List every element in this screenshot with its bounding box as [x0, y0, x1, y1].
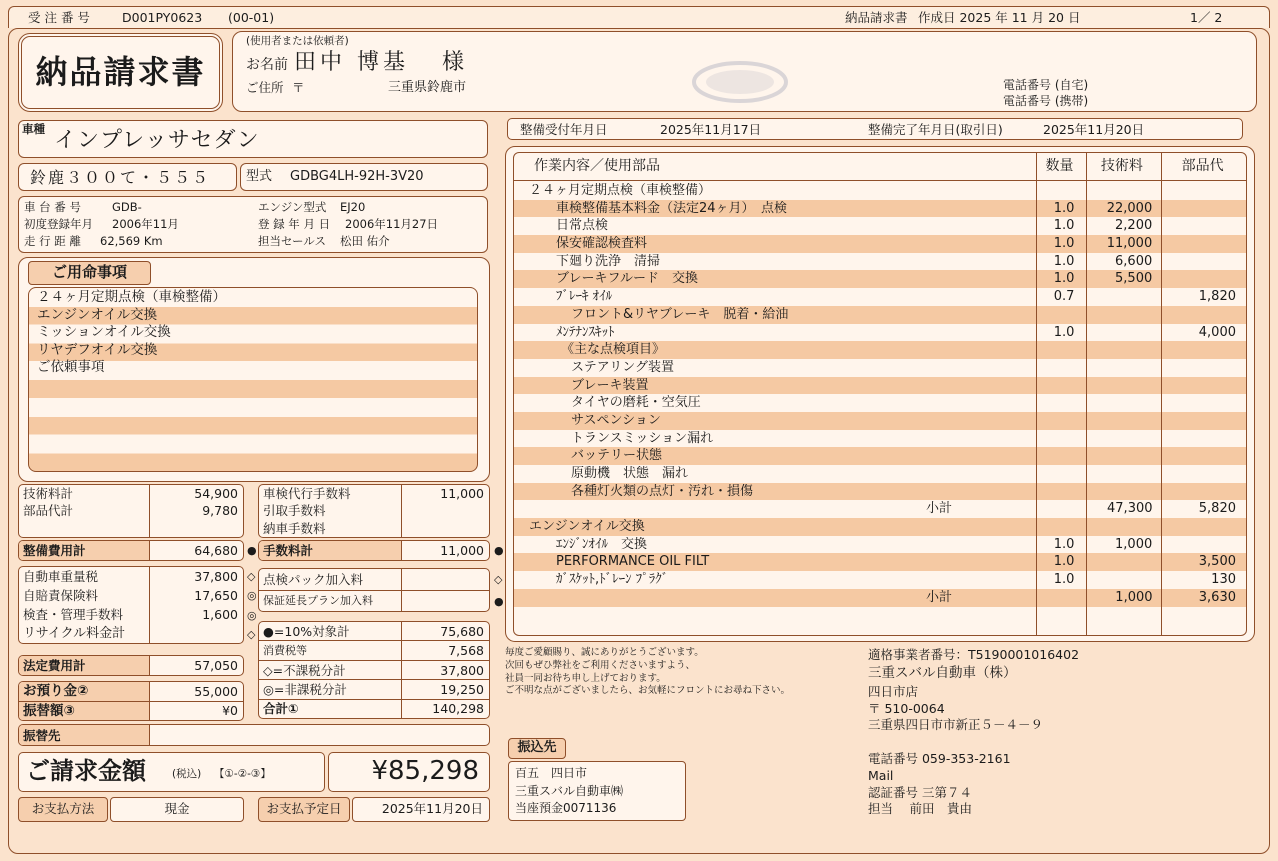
work-desc-cell: 《主な点検項目》 [561, 342, 666, 358]
parts-total-value: 9,780 [149, 502, 243, 519]
work-parts-cell: 4,000 [1198, 324, 1236, 340]
recycle-mark: ◇ [247, 628, 256, 641]
work-desc-cell: 車検整備基本料金（法定24ヶ月） 点検 [556, 200, 788, 216]
work-row [514, 465, 1246, 483]
received-date-label: 整備受付年月日 [520, 122, 608, 137]
tax-value: 7,568 [401, 641, 489, 659]
work-table [513, 152, 1247, 636]
work-qty-cell: 1.0 [1053, 572, 1075, 588]
work-qty-cell: 1.0 [1053, 218, 1075, 234]
chassis-label: 車 台 番 号 [24, 200, 81, 214]
strip-doc-title: 納品請求書 [845, 10, 908, 25]
work-tech-cell: 2,200 [1115, 218, 1153, 234]
empty-value [149, 520, 243, 537]
weight-tax-value: 37,800 [149, 567, 243, 586]
watermark-logo [690, 60, 790, 104]
completed-date: 2025年11月20日 [1043, 122, 1145, 137]
company-name: 三重スバル自動車（株） [868, 665, 1017, 681]
bank-title: 振込先 [508, 738, 566, 759]
tax-label: 消費税等 [263, 644, 307, 658]
legal-total-value: 57,050 [149, 656, 243, 675]
taxable-value: 75,680 [401, 622, 489, 640]
work-desc-cell: ステアリング装置 [571, 359, 674, 375]
exempt-value: 19,250 [401, 680, 489, 698]
non-taxable-label: ◇=不課税分計 [263, 662, 346, 678]
work-qty-cell: 1.0 [1053, 324, 1075, 340]
work-qty-cell: 1.0 [1053, 236, 1075, 252]
bank-box [508, 761, 686, 821]
company-staff: 担当 前田 貴由 [868, 801, 972, 816]
work-parts-cell: 130 [1211, 572, 1236, 588]
delivery-fee-value [401, 520, 489, 537]
header-qty: 数量 [1045, 158, 1074, 175]
header-desc: 作業内容／使用部品 [534, 158, 660, 175]
billing-tax-note: (税込) [172, 768, 202, 780]
mileage: 62,569 Km [100, 234, 163, 248]
work-row [514, 359, 1246, 377]
maintenance-total-group [18, 540, 244, 561]
work-desc-cell: サスペンション [571, 412, 661, 428]
plan-fees-group [258, 568, 490, 612]
engine-label: エンジン型式 [258, 200, 327, 214]
invoice-registration: 適格事業者番号：T5190001016402 [868, 647, 1080, 662]
work-desc-cell: 原動機 状態 漏れ [571, 466, 689, 482]
work-tech-cell: 5,500 [1115, 271, 1153, 287]
vehicle-model-label: 車種 [22, 122, 45, 136]
customer-name: 田中 博基 [294, 50, 409, 75]
fees-group [258, 484, 490, 538]
company-phone: 電話番号 059-353-2161 [868, 751, 1011, 766]
work-desc-cell: 保安確認検査料 [556, 236, 648, 252]
agency-fee-label: 車検代行手数料 [263, 486, 351, 502]
company-postal: 〒 510-0064 [868, 701, 945, 716]
grand-total-value: 140,298 [401, 700, 489, 718]
vehicle-model: インプレッサセダン [54, 128, 260, 153]
work-desc-cell: ﾒﾝﾃﾅﾝｽｷｯﾄ [556, 324, 615, 340]
delivery-fee-label: 納車手数料 [263, 520, 326, 536]
first-reg-label: 初度登録年月 [24, 217, 93, 231]
plate-number: 鈴鹿３００て・５５５ [30, 168, 211, 187]
work-tech-cell: 1,000 [1115, 589, 1153, 605]
tech-parts-group [18, 484, 244, 538]
work-desc-cell: ｶﾞｽｹｯﾄ,ﾄﾞﾚｰﾝ ﾌﾟﾗｸﾞ [556, 572, 669, 588]
requests-title: ご用命事項 [28, 261, 151, 285]
work-desc-cell: バッテリー状態 [571, 448, 663, 464]
fee-total-mark: ● [494, 544, 504, 557]
work-row [514, 253, 1246, 271]
type-value: GDBG4LH-92H-3V20 [290, 169, 424, 184]
work-desc-cell: ２４ヶ月定期点検（車検整備） [529, 183, 712, 199]
transfer-to-value [149, 725, 489, 745]
legal-fees-group [18, 566, 244, 644]
insurance-label: 自賠責保険料 [23, 588, 99, 603]
work-parts-cell: 1,820 [1198, 289, 1236, 305]
work-row [514, 217, 1246, 235]
insurance-mark: ◎ [247, 589, 257, 602]
exempt-label: ◎=非課税分計 [263, 681, 347, 697]
insurance-value: 17,650 [149, 586, 243, 605]
work-desc-cell: トランスミッション漏れ [571, 430, 714, 446]
document-title: 納品請求書 [18, 33, 223, 112]
request-line: エンジンオイル交換 [37, 306, 158, 323]
agency-fee-value: 11,000 [401, 485, 489, 502]
work-desc-cell: ブレーキ装置 [571, 377, 649, 393]
work-tech-cell: 22,000 [1106, 200, 1153, 216]
request-line: ミッションオイル交換 [37, 324, 171, 341]
pay-date: 2025年11月20日 [352, 797, 490, 822]
tax-summary-group [258, 621, 490, 719]
work-qty-cell: 1.0 [1053, 536, 1075, 552]
order-sub-number: (00-01) [228, 10, 275, 25]
company-mail: Mail [868, 768, 894, 783]
inspection-fee-label: 検査・管理手数料 [23, 607, 124, 622]
pay-method: 現金 [110, 797, 244, 822]
work-tech-cell: 6,600 [1115, 253, 1153, 269]
work-qty-cell: 1.0 [1053, 200, 1075, 216]
work-row [514, 571, 1246, 589]
pickup-fee-label: 引取手数料 [263, 503, 326, 519]
work-desc-cell: エンジンオイル交換 [529, 519, 645, 535]
deposit-value: 55,000 [149, 682, 243, 701]
work-parts-cell: 5,820 [1198, 501, 1236, 517]
column-divider [1161, 153, 1162, 635]
deposit-label: お預り金② [19, 682, 149, 701]
column-divider [1086, 153, 1087, 635]
weight-tax-mark: ◇ [247, 570, 256, 583]
type-label: 型式 [246, 169, 273, 184]
billing-formula: 【①-②-③】 [214, 768, 271, 780]
requests-list [28, 287, 478, 472]
pay-date-label: お支払予定日 [258, 797, 350, 822]
inspection-fee-mark: ◎ [247, 609, 257, 622]
billing-label: ご請求金額 [26, 757, 146, 785]
work-row [514, 394, 1246, 412]
work-row [514, 182, 1246, 200]
warranty-fee-value [401, 591, 489, 612]
warranty-fee-label: 保証延長プラン加入料 [263, 594, 373, 608]
work-tech-cell: 11,000 [1106, 236, 1153, 252]
company-address: 三重県四日市市新正５－４－９ [868, 717, 1044, 732]
header-tech: 技術料 [1100, 158, 1143, 175]
received-date: 2025年11月17日 [660, 122, 762, 137]
thanks-message [505, 647, 790, 698]
tech-total-value: 54,900 [149, 485, 243, 502]
work-desc-cell: 下廻り洗浄 清掃 [556, 253, 661, 269]
work-qty-cell: 1.0 [1053, 253, 1075, 269]
work-qty-cell: 1.0 [1053, 554, 1075, 570]
recycle-value [149, 624, 243, 643]
work-desc-cell: 小計 [926, 501, 953, 517]
parts-total-label: 部品代計 [23, 503, 74, 519]
first-reg-date: 2006年11月 [112, 217, 179, 231]
fee-total-group [258, 540, 490, 561]
taxable-label: ●=10%対象計 [263, 623, 350, 639]
work-row [514, 341, 1246, 359]
work-desc-cell: ブレーキフルード 交換 [556, 271, 698, 287]
work-tech-cell: 47,300 [1107, 501, 1153, 517]
work-row [514, 288, 1246, 306]
work-desc-cell: 小計 [926, 589, 953, 605]
request-line: リヤデフオイル交換 [37, 341, 158, 358]
message-line: 毎度ご愛顧賜り、誠にありがとうございます。 [505, 647, 704, 658]
recycle-label: リサイクル料金計 [23, 625, 126, 641]
company-branch: 四日市店 [868, 684, 919, 699]
customer-name-label: お名前 [246, 57, 288, 73]
pack-fee-label: 点検パック加入料 [263, 571, 364, 587]
bank-line: 三重スバル自動車㈱ [515, 783, 624, 798]
fee-total-label: 手数料計 [259, 541, 401, 560]
deposit-group [18, 681, 244, 721]
completed-date-label: 整備完了年月日(取引日) [868, 122, 1003, 137]
header-parts: 部品代 [1181, 158, 1224, 175]
request-line: ２４ヶ月定期点検（車検整備） [37, 289, 226, 305]
work-desc-cell: 日常点検 [556, 218, 609, 234]
transfer-to-group [18, 724, 490, 746]
work-desc-cell: ﾌﾞﾚｰｷ ｵｲﾙ [556, 289, 613, 305]
weight-tax-label: 自動車重量税 [23, 569, 99, 584]
work-rows [514, 182, 1246, 607]
sales-person: 松田 佑介 [340, 234, 390, 248]
work-row [514, 306, 1246, 324]
work-parts-cell: 3,500 [1198, 554, 1236, 570]
work-row [514, 483, 1246, 501]
work-row [514, 235, 1246, 253]
postal-mark: 〒 [292, 80, 305, 95]
column-divider [1036, 153, 1037, 635]
reg-date: 2006年11月27日 [345, 217, 439, 231]
page-number: 1／ 2 [1190, 10, 1223, 25]
order-number: D001PY0623 [122, 10, 203, 25]
empty-label [19, 520, 149, 537]
work-table-header [514, 153, 1246, 181]
grand-total-label: 合計① [263, 701, 299, 717]
customer-address: 三重県鈴鹿市 [388, 80, 467, 95]
reg-date-label: 登 録 年 月 日 [258, 217, 331, 231]
bank-line: 当座預金0071136 [515, 801, 617, 815]
work-row [514, 430, 1246, 448]
work-row [514, 536, 1246, 554]
legal-total-group [18, 655, 244, 676]
engine-type: EJ20 [340, 200, 366, 214]
transfer-label: 振替額③ [19, 702, 149, 721]
maintenance-total-mark: ● [247, 544, 257, 557]
billing-amount: ¥85,298 [328, 752, 490, 792]
phone-mobile-label: 電話番号 (携帯) [1003, 94, 1089, 108]
work-qty-cell: 0.7 [1053, 289, 1075, 305]
work-row [514, 553, 1246, 571]
maintenance-total-label: 整備費用計 [19, 541, 149, 560]
subtotal-row [514, 589, 1246, 607]
work-row [514, 412, 1246, 430]
non-taxable-value: 37,800 [401, 661, 489, 679]
phone-home-label: 電話番号 (自宅) [1003, 78, 1089, 92]
work-row [514, 324, 1246, 342]
customer-address-label: ご住所 [246, 80, 284, 95]
work-parts-cell: 3,630 [1198, 589, 1236, 605]
customer-honorific: 様 [442, 50, 465, 75]
order-number-label: 受 注 番 号 [28, 10, 90, 25]
chassis-number: GDB- [112, 200, 142, 214]
transfer-to-label: 振替先 [19, 725, 149, 745]
pack-fee-mark: ◇ [494, 573, 503, 586]
bank-line: 百五 四日市 [515, 766, 588, 780]
maintenance-total-value: 64,680 [149, 541, 243, 560]
work-row [514, 447, 1246, 465]
pack-fee-value [401, 569, 489, 590]
tech-total-label: 技術料計 [23, 486, 74, 502]
subtotal-row [514, 500, 1246, 518]
work-desc-cell: フロント&リヤブレーキ 脱着・給油 [571, 306, 789, 322]
work-qty-cell: 1.0 [1053, 271, 1075, 287]
legal-total-label: 法定費用計 [19, 656, 149, 675]
work-desc-cell: ｴﾝｼﾞﾝｵｲﾙ 交換 [556, 536, 648, 552]
mileage-label: 走 行 距 離 [24, 234, 81, 248]
work-desc-cell: PERFORMANCE OIL FILT [556, 554, 710, 570]
sales-label: 担当セールス [258, 234, 326, 248]
message-line: ご不明な点がございましたら、お気軽にフロントにお尋ね下さい。 [505, 685, 791, 697]
warranty-fee-mark: ● [494, 595, 504, 608]
created-date: 作成日 2025 年 11 月 20 日 [918, 10, 1081, 25]
work-desc-cell: 各種灯火類の点灯・汚れ・損傷 [571, 483, 754, 499]
work-row [514, 270, 1246, 288]
work-row [514, 200, 1246, 218]
message-line: 社員一同お待ち申し上げております。 [505, 672, 666, 684]
certification-number: 認証番号 三第７４ [868, 785, 972, 800]
work-row [514, 518, 1246, 536]
inspection-fee-value: 1,600 [149, 605, 243, 624]
pay-method-label: お支払方法 [18, 797, 108, 822]
fee-total-value: 11,000 [401, 541, 489, 560]
pickup-fee-value [401, 502, 489, 519]
message-line: 次回もぜひ弊社をご利用くださいますよう、 [505, 659, 696, 671]
work-tech-cell: 1,000 [1115, 536, 1153, 552]
work-desc-cell: タイヤの磨耗・空気圧 [571, 395, 701, 411]
request-line: ご依頼事項 [37, 359, 105, 376]
transfer-value: ¥0 [149, 702, 243, 721]
customer-role-note: (使用者または依頼者) [246, 35, 349, 47]
work-row [514, 377, 1246, 395]
